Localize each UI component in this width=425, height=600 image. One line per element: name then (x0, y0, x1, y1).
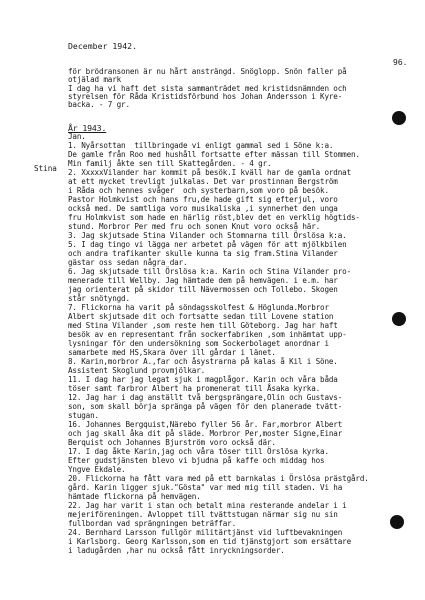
punch-hole-icon (392, 111, 406, 125)
diary-line: 20. Flickorna ha fått vara med på ett barnkalas i Örslösa prästgård. (68, 474, 369, 483)
diary-line: Albert skjutsade dit och fortsatte sedan till Lovene station (68, 312, 334, 321)
diary-line: och andra trafikanter skulle kunna ta sig fram.Stina Vilander (68, 249, 338, 258)
diary-line: 24. Bernhard Larsson fullgör militärtjänst vid luftbevakningen (68, 528, 343, 537)
margin-note: Stina (34, 164, 57, 173)
diary-line: 6. Jag skjutsade till Örslösa k:a. Karin och Stina Vilander pro- (68, 267, 351, 276)
diary-line: står snötyngd. (68, 294, 130, 303)
diary-line: De gamle från Roo med hushåll fortsatte efter mässan till Stommen. (68, 150, 360, 159)
punch-hole-icon (390, 515, 404, 529)
month-label: Jan. (68, 132, 86, 141)
diary-line: gästar oss sedan några dar. (68, 258, 188, 267)
diary-line: och jag skall åka dit på släde. Morbror Per,moster Signe,Einar (68, 429, 343, 438)
diary-line: Yngve Ekdale. (68, 465, 126, 474)
diary-line: 3. Jag skjutsade Stina Vilander och Stomnarna till Örslösa k:a. (68, 231, 347, 240)
diary-line: 2. XxxxxVilander har kommit på besök.I kväll har de gamla ordnat (68, 168, 351, 177)
diary-line: Assistent Skoglund provmjölkar. (68, 366, 206, 375)
diary-line: 22. Jag har varit i stan och betalt mina resterande andelar i i (68, 501, 347, 510)
diary-line: at ett mycket trevligt julkalas. Det var prostinnan Bergström (68, 177, 338, 186)
page-number: 96. (393, 58, 408, 67)
diary-line: Efter gudstjänsten blevo vi bjudna på kaffe och middag hos (68, 456, 325, 465)
dec-line: I dag ha vi haft det sista sammanträdet med kristidsnämnden och (68, 84, 347, 93)
diary-line: 16. Johannes Bergquist,Närebo fyller 56 år. Far,morbror Albert (68, 420, 343, 429)
diary-line: besök av en representant från sockerfabriken ,som inhämtat upp- (68, 330, 347, 339)
year-heading: År 1943. (68, 123, 107, 133)
diary-line: jag orienterat på skidor till Nävermossen och Tollebo. Skogen (68, 285, 338, 294)
dec-line: otjälad mark (68, 75, 122, 84)
diary-line: i Råda och hennes svåger och systerbarn,som voro på besök. (68, 186, 329, 195)
diary-line: hämtade flickorna på hemvägen. (68, 492, 201, 501)
diary-line: mejeriföreningen. Avloppet till tvättstugan närmar sig nu sin (68, 510, 338, 519)
diary-line: töser samt farbror Albert ha promenerat till Åsaka kyrka. (68, 384, 321, 393)
diary-line: Min familj åkte sen till Skattegården. - 4 gr. (68, 159, 272, 168)
diary-line: son, som skall börja spränga på vägen för den planerade tvätt- (68, 402, 343, 411)
diary-line: gård. Karin ligger sjuk."Gösta" var med mig till staden. Vi ha (68, 483, 343, 492)
diary-line: med Stina Vilander ,som reste hem till Göteborg. Jag har haft (68, 321, 338, 330)
diary-line: också med. De samtliga voro musikaliska ,i synnerhet den unga (68, 204, 338, 213)
diary-line: 11. I dag har jag legat sjuk i magplågor. Karin och våra båda (68, 375, 338, 384)
diary-line: menerade till Wellby. Jag hämtade dem på hemvägen. i e.m. har (68, 276, 338, 285)
diary-line: samarbete med HS,Skara över ill gårdar i länet. (68, 348, 276, 357)
diary-line: 12. Jag har i dag anställt två bergsprängare,Olin och Gustavs- (68, 393, 343, 402)
diary-line: i ladugården ,har nu också fått inryckningsorder. (68, 546, 285, 555)
diary-line: stugan. (68, 411, 99, 420)
diary-line: Pastor Holmkvist och hans fru,de hade gift sig efterjul, voro (68, 195, 338, 204)
dec-line: för brödransonen är nu hårt ansträngd. Snöglopp. Snön faller på (68, 67, 347, 76)
punch-hole-icon (392, 312, 406, 326)
page-header-date: December 1942. (68, 41, 138, 51)
diary-line: fru Holmkvist som hade en härlig röst,blev det en verklig högtids- (68, 213, 360, 222)
dec-line: backa. - 7 gr. (68, 100, 130, 109)
diary-line: fullbordan vad sprängningen beträffar. (68, 519, 237, 528)
diary-line: 7. Flickorna ha varit på söndagsskolfest & Höglunda.Morbror (68, 303, 329, 312)
diary-line: 1. Nyårsottan tillbringade vi enligt gammal sed i Söne k:a. (68, 141, 334, 150)
diary-line: 5. I dag tingo vi lägga ner arbetet på vägen för att mjölkbilen (68, 240, 347, 249)
diary-line: lysningar för den undersökning som Sockerbolaget anordnar i (68, 339, 329, 348)
diary-line: 17. I dag åkte Karin,jag och våra töser till Örslösa kyrka. (68, 447, 329, 456)
diary-line: stund. Morbror Per med fru och sonen Knut voro också här. (68, 222, 321, 231)
diary-line: i Karlsborg. Georg Karlsson,som en tid tjänstgjort som ersättare (68, 537, 351, 546)
diary-line: 8. Karin,morbror A.,far och åsystrarna på kalas å Kil i Söne. (68, 357, 338, 366)
diary-line: Berquist och Johannes Bjurström voro också där. (68, 438, 276, 447)
dec-line: styrelsen för Råda Kristidsförbund hos Johan Andersson i Kyre- (68, 92, 343, 101)
